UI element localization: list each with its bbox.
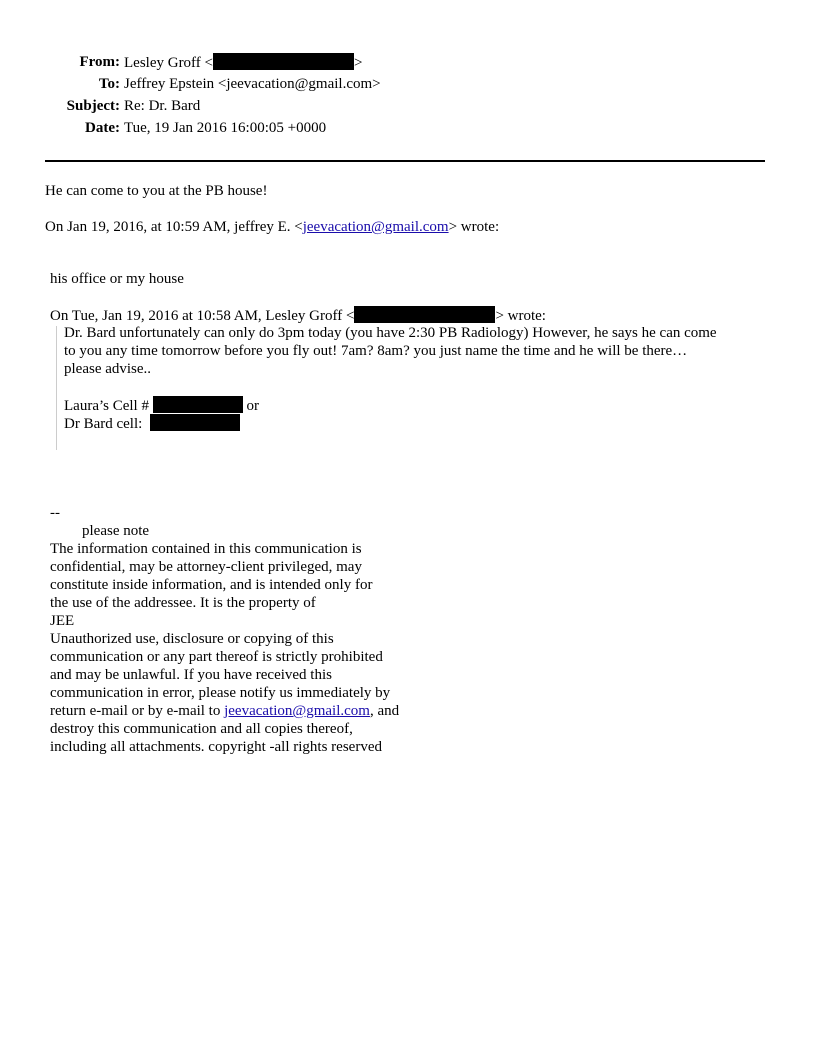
disclaimer-line: JEE bbox=[50, 613, 75, 629]
disclaimer-line: The information contained in this communication is bbox=[50, 541, 362, 557]
redaction-block bbox=[354, 306, 495, 323]
quote-line: Dr. Bard unfortunately can only do 3pm today (you have 2:30 PB Radiology) However, he says he can come bbox=[64, 325, 717, 341]
bard-label: Dr Bard cell: bbox=[64, 416, 143, 432]
from-label: From: bbox=[79, 54, 120, 70]
email-link[interactable]: jeevacation@gmail.com bbox=[302, 219, 449, 235]
quote-line: please advise.. bbox=[64, 361, 152, 377]
attribution-prefix: On Jan 19, 2016, at 10:59 AM, jeffrey E. < bbox=[45, 219, 303, 235]
quote-line: to you any time tomorrow before you fly out! 7am? 8am? you just name the time and he will be there… bbox=[64, 343, 688, 359]
disclaimer-line: and may be unlawful. If you have received this bbox=[50, 667, 332, 683]
date-value: Tue, 19 Jan 2016 16:00:05 +0000 bbox=[124, 120, 327, 136]
reply-text: his office or my house bbox=[50, 271, 184, 287]
disclaimer-line bbox=[50, 702, 399, 720]
disclaimer-line: Unauthorized use, disclosure or copying of this bbox=[50, 631, 334, 647]
from-value bbox=[124, 53, 362, 72]
to-value: Jeffrey Epstein <jeevacation@gmail.com> bbox=[124, 76, 381, 92]
disclaimer-line: constitute inside information, and is intended only for bbox=[50, 577, 373, 593]
from-value-end: > bbox=[354, 55, 363, 71]
date-label: Date: bbox=[85, 120, 120, 136]
quote-attribution bbox=[50, 306, 546, 325]
message-line: He can come to you at the PB house! bbox=[45, 183, 268, 199]
laura-cell-line bbox=[64, 396, 259, 415]
return-suffix: , and bbox=[369, 703, 400, 719]
quote-attr-suffix: > wrote: bbox=[495, 308, 546, 324]
disclaimer-line: confidential, may be attorney-client privileged, may bbox=[50, 559, 362, 575]
laura-suffix: or bbox=[246, 398, 259, 414]
redaction-block bbox=[213, 53, 354, 70]
redaction-block bbox=[153, 396, 243, 413]
disclaimer-line: the use of the addressee. It is the property of bbox=[50, 595, 316, 611]
redaction-block bbox=[150, 414, 240, 431]
disclaimer-line: destroy this communication and all copies thereof, bbox=[50, 721, 353, 737]
quote-bar bbox=[56, 326, 57, 450]
subject-value: Re: Dr. Bard bbox=[124, 98, 201, 114]
disclaimer-line: including all attachments. copyright -all rights reserved bbox=[50, 739, 382, 755]
return-prefix: return e-mail or by e-mail to bbox=[50, 703, 225, 719]
from-name: Lesley Groff < bbox=[124, 55, 213, 71]
subject-label: Subject: bbox=[66, 98, 120, 114]
disclaimer bbox=[50, 540, 399, 756]
laura-label: Laura’s Cell # bbox=[64, 398, 149, 414]
disclaimer-line: communication in error, please notify us immediately by bbox=[50, 685, 391, 701]
signature-note: please note bbox=[82, 523, 150, 539]
quote-attr-prefix: On Tue, Jan 19, 2016 at 10:58 AM, Lesley Groff < bbox=[50, 308, 355, 324]
disclaimer-line: communication or any part thereof is strictly prohibited bbox=[50, 649, 383, 665]
bard-cell-line bbox=[64, 414, 240, 433]
email-link[interactable]: jeevacation@gmail.com bbox=[224, 703, 370, 719]
attribution-suffix: > wrote: bbox=[448, 219, 500, 235]
to-label: To: bbox=[98, 76, 120, 92]
header-divider bbox=[45, 160, 765, 162]
attribution-line bbox=[45, 218, 499, 236]
signature-dashes: -- bbox=[50, 505, 60, 521]
